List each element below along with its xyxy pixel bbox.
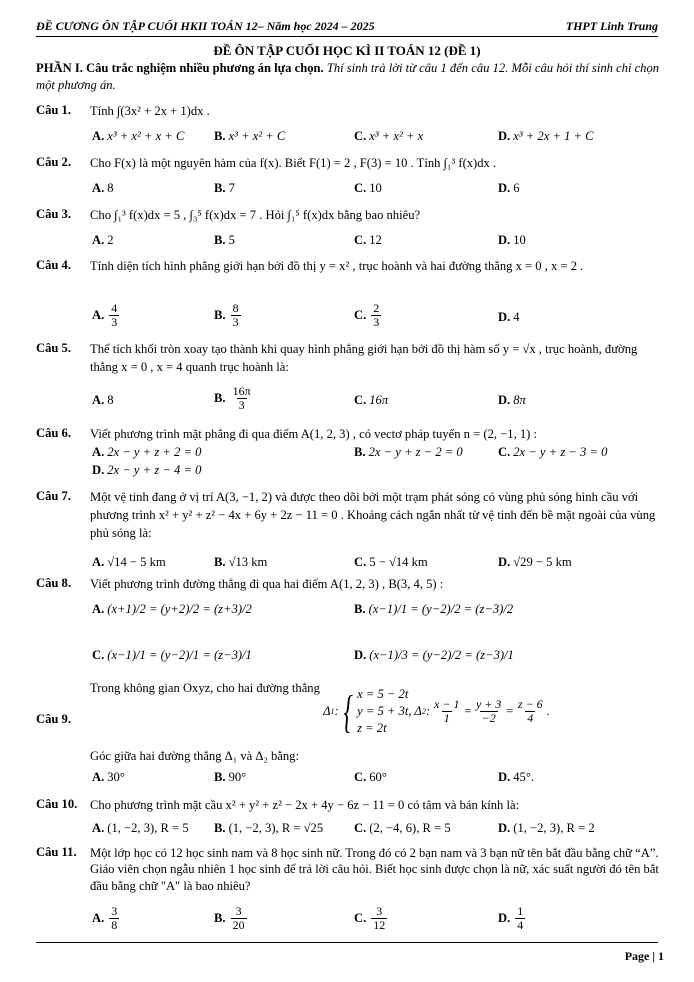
option-c[interactable]: C. 2x − y + z − 3 = 0 <box>498 445 608 459</box>
option-d[interactable]: D. 2x − y + z − 4 = 0 <box>92 463 202 477</box>
option-d[interactable]: D. (x−1)/3 = (y−2)/2 = (z−3)/1 <box>354 648 514 662</box>
question-stem: Tính diện tích hình phẳng giới hạn bởi đồ thị y = x² , trục hoành và hai đường thẳng x = 0 , x = 2 . <box>90 259 584 273</box>
part1-title: PHẦN I. Câu trắc nghiệm nhiều phương án lựa chọn. <box>36 61 324 75</box>
question-2 <box>36 155 664 195</box>
option-b[interactable]: B. 90° <box>214 770 247 784</box>
question-5 <box>36 341 664 421</box>
part1-instruction: Thí sinh trả lời từ câu 1 đến câu 12. Mỗi câu hỏi thí sinh chỉ chọn một phương án. <box>36 61 660 92</box>
option-b[interactable]: B. √13 km <box>214 555 268 569</box>
question-stem: Trong không gian Oxyz, cho hai đường thẳng Δ 1 : { x = 5 − 2t y = 5 + 3t z = 2t , Δ 2 : $\frac{x - 1}{1}$ = $\frac{y + 3}{-2}$ = $\frac{z - 6}{4}$ . <box>90 681 550 737</box>
question-4 <box>36 258 664 338</box>
option-b[interactable]: B. $\frac{8}{3}$ <box>214 301 239 330</box>
option-d[interactable]: D. 45°. <box>498 770 535 784</box>
option-a[interactable]: A. 8 <box>92 181 114 195</box>
question-stem: Cho phương trình mặt cầu x² + y² + z² − 2x + 4y − 6z − 11 = 0 có tâm và bán kính là: <box>90 798 520 812</box>
question-label: Câu 1. <box>36 103 71 117</box>
option-d[interactable]: D. 8π <box>498 393 526 407</box>
question-11 <box>36 845 664 937</box>
option-c[interactable]: C. 10 <box>354 181 382 195</box>
question-label: Câu 11. <box>36 845 77 859</box>
question-label: Câu 5. <box>36 341 71 355</box>
option-b[interactable]: B. (1, −2, 3), R = √25 <box>214 821 324 835</box>
option-a[interactable]: A. $\frac{4}{3}$ <box>92 301 118 330</box>
question-label: Câu 10. <box>36 797 78 811</box>
option-d[interactable]: D. x³ + 2x + 1 + C <box>498 129 594 143</box>
option-c[interactable]: C. (2, −4, 6), R = 5 <box>354 821 451 835</box>
option-b[interactable]: B. $\frac{16\pi}{3}$ <box>214 384 251 413</box>
option-a[interactable]: A. (1, −2, 3), R = 5 <box>92 821 189 835</box>
question-label: Câu 7. <box>36 489 71 503</box>
question-label: Câu 8. <box>36 576 71 590</box>
option-c[interactable]: C. x³ + x² + x <box>354 129 424 143</box>
option-d[interactable]: D. 4 <box>498 310 520 324</box>
document-title: ĐỀ ÔN TẬP CUỐI HỌC KÌ II TOÁN 12 (ĐỀ 1) <box>213 43 481 58</box>
option-a[interactable]: A. √14 − 5 km <box>92 555 166 569</box>
option-a[interactable]: A. x³ + x² + x + C <box>92 129 185 143</box>
page-number: Page | 1 <box>624 949 664 963</box>
option-c[interactable]: C. (x−1)/1 = (y−2)/1 = (z−3)/1 <box>92 648 252 662</box>
option-b[interactable]: B. 2x − y + z − 2 = 0 <box>354 445 463 459</box>
question-10 <box>36 797 664 837</box>
option-d[interactable]: D. √29 − 5 km <box>498 555 572 569</box>
option-c[interactable]: C. $\frac{2}{3}$ <box>354 301 380 330</box>
option-c[interactable]: C. 5 − √14 km <box>354 555 428 569</box>
question-6 <box>36 426 664 484</box>
question-stem: Viết phương trình mặt phẳng đi qua điểm A(1, 2, 3) , có vectơ pháp tuyến n = (2, −1, 1) : <box>90 427 538 441</box>
question-3 <box>36 207 664 247</box>
option-b[interactable]: B. $\frac{3}{20}$ <box>214 904 245 933</box>
question-label: Câu 4. <box>36 258 71 272</box>
option-b[interactable]: B. (x−1)/1 = (y−2)/2 = (z−3)/2 <box>354 602 514 616</box>
running-header <box>36 19 658 37</box>
option-b[interactable]: B. 7 <box>214 181 235 195</box>
footer-divider <box>36 942 658 943</box>
question-label: Câu 9. <box>36 712 71 726</box>
question-label: Câu 6. <box>36 426 71 440</box>
question-stem: Thể tích khối tròn xoay tạo thành khi quay hình phẳng giới hạn bởi đồ thị hàm số y = √x , trục hoành, đường thẳng x = 0 , x = 4 quanh trục hoành là: <box>90 342 638 374</box>
option-a[interactable]: A. 2 <box>92 233 114 247</box>
option-a[interactable]: A. $\frac{3}{8}$ <box>92 904 118 933</box>
header-left: ĐỀ CƯƠNG ÔN TẬP CUỐI HKII TOÁN 12– Năm học 2024 – 2025 <box>36 19 375 33</box>
question-1 <box>36 103 664 143</box>
option-c[interactable]: C. $\frac{3}{12}$ <box>354 904 386 933</box>
question-stem: Một lớp học có 12 học sinh nam và 8 học sinh nữ. Trong đó có 2 bạn nam và 3 bạn nữ tên bắt đầu bằng chữ “A”. Giáo viên chọn ngẫu nhiên 1 học sinh để trả lời câu hỏi. Biết học sinh được chọn là nữ, xác suất người đó tên bắt đầu bằng chữ "A" là bao nhiêu? <box>90 846 659 893</box>
question-stem-2: Góc giữa hai đường thẳng Δ₁ và Δ₂ bằng: <box>90 749 299 763</box>
question-7 <box>36 489 664 573</box>
question-label: Câu 3. <box>36 207 71 221</box>
option-c[interactable]: C. 16π <box>354 393 389 407</box>
question-9 <box>36 681 664 796</box>
question-stem: Cho ∫₁³ f(x)dx = 5 , ∫₃⁵ f(x)dx = 7 . Hỏi ∫₁⁵ f(x)dx bằng bao nhiêu? <box>90 208 421 222</box>
header-right: THPT Linh Trung <box>565 19 658 33</box>
option-d[interactable]: D. $\frac{1}{4}$ <box>498 904 524 933</box>
option-c[interactable]: C. 12 <box>354 233 382 247</box>
question-stem: Một vệ tinh đang ở vị trí A(3, −1, 2) và được theo dõi bởi một trạm phát sóng có vùng phủ sóng hình cầu với phương trình x² + y² + z² − 4x + 6y + 2z − 11 = 0 . Khoảng cách ngắn nhất từ vệ tinh đến bề mặt ngoài của vùng phủ sóng là: <box>90 490 656 540</box>
option-d[interactable]: D. (1, −2, 3), R = 2 <box>498 821 595 835</box>
question-stem: Cho F(x) là một nguyên hàm của f(x). Biết F(1) = 2 , F(3) = 10 . Tính ∫₁³ f(x)dx . <box>90 156 497 170</box>
option-b[interactable]: B. x³ + x² + C <box>214 129 286 143</box>
question-8 <box>36 576 664 686</box>
line-equations: Δ 1 : { x = 5 − 2t y = 5 + 3t z = 2t , Δ 2 : $\frac{x - 1}{1}$ = $\frac{y + 3}{-2}$ = $\frac{z - 6}{4}$ . <box>323 685 550 737</box>
option-a[interactable]: A. (x+1)/2 = (y+2)/2 = (z+3)/2 <box>92 602 252 616</box>
option-a[interactable]: A. 8 <box>92 393 114 407</box>
option-b[interactable]: B. 5 <box>214 233 235 247</box>
part1-heading <box>36 60 664 93</box>
question-stem: Viết phương trình đường thẳng đi qua hai điểm A(1, 2, 3) , B(3, 4, 5) : <box>90 577 444 591</box>
option-d[interactable]: D. 6 <box>498 181 520 195</box>
option-d[interactable]: D. 10 <box>498 233 526 247</box>
question-stem: Tính ∫(3x² + 2x + 1)dx . <box>90 104 210 118</box>
question-label: Câu 2. <box>36 155 71 169</box>
option-c[interactable]: C. 60° <box>354 770 387 784</box>
option-a[interactable]: A. 30° <box>92 770 125 784</box>
option-a[interactable]: A. 2x − y + z + 2 = 0 <box>92 445 202 459</box>
